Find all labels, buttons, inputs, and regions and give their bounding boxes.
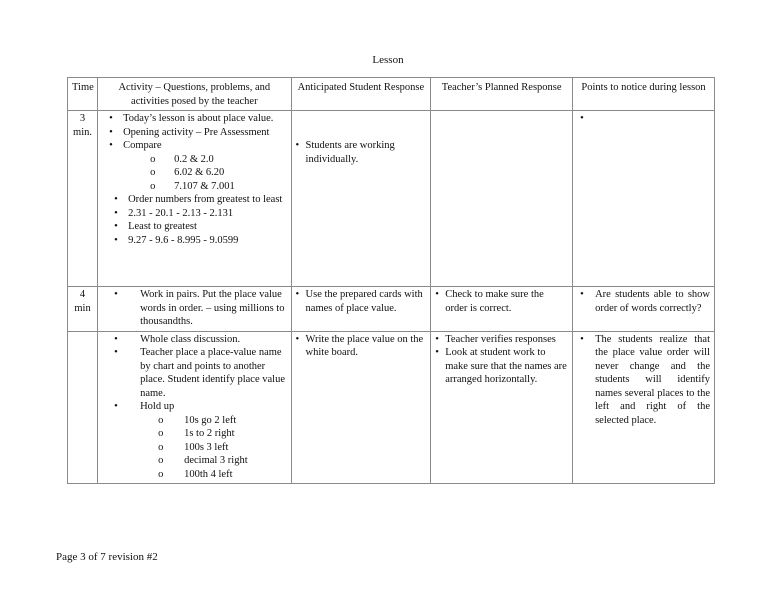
list-item: • Order numbers from greatest to least	[102, 193, 286, 207]
list-item: • The students realize that the place value order will never change and the students will identify names several places to the left and right of the selected place.	[577, 333, 710, 428]
sub-list-item: o 10s go 2 left	[102, 414, 286, 428]
teacher-planned-response-cell	[431, 287, 573, 332]
sub-list-item: o 7.107 & 7.001	[102, 180, 286, 194]
list-item: • Whole class discussion.	[102, 333, 286, 347]
list-item	[577, 112, 710, 126]
anticipated-response-cell	[291, 111, 431, 287]
header-time: Time	[68, 78, 98, 111]
list-item: • Hold up	[102, 400, 286, 414]
sub-list-item: o 1s to 2 right	[102, 427, 286, 441]
lesson-plan-table	[67, 77, 715, 484]
list-item: • Use the prepared cards with names of place value.	[296, 288, 427, 315]
points-to-notice-cell	[573, 287, 715, 332]
activity-cell	[98, 331, 291, 484]
list-item: • 2.31 - 20.1 - 2.13 - 2.131	[102, 207, 286, 221]
points-to-notice-cell	[573, 111, 715, 287]
sub-list-item: o 100th 4 left	[102, 468, 286, 482]
sub-list-item: o decimal 3 right	[102, 454, 286, 468]
activity-cell	[98, 111, 291, 287]
table-row	[68, 287, 715, 332]
list-item: • Write the place value on the white board.	[296, 333, 427, 360]
time-cell	[68, 331, 98, 484]
list-item: • Opening activity – Pre Assessment	[102, 126, 286, 140]
list-item: • Teacher place a place-value name by chart and points to another place. Student identify place value name.	[102, 346, 286, 400]
list-item: • Are students able to show order of words correctly?	[577, 288, 710, 315]
header-anticipated-response: Anticipated Student Response	[291, 78, 431, 111]
sub-list-item: o 0.2 & 2.0	[102, 153, 286, 167]
list-item: • Today’s lesson is about place value.	[102, 112, 286, 126]
header-points-to-notice: Points to notice during lesson	[573, 78, 715, 111]
document-title: Lesson	[372, 54, 404, 66]
list-item: • Work in pairs. Put the place value words in order. – using millions to thousandths.	[102, 288, 286, 329]
sub-list-item: o 6.02 & 6.20	[102, 166, 286, 180]
list-item: • Check to make sure the order is correct.	[435, 288, 568, 315]
list-item: • 9.27 - 9.6 - 8.995 - 9.0599	[102, 234, 286, 248]
list-item: • Least to greatest	[102, 220, 286, 234]
teacher-planned-response-cell	[431, 331, 573, 484]
anticipated-response-cell	[291, 331, 431, 484]
list-item: • Students are working individually.	[296, 139, 427, 166]
table-header-row	[68, 78, 715, 111]
list-item: • Teacher verifies responses	[435, 333, 568, 347]
page-footer: Page 3 of 7 revision #2	[56, 551, 158, 563]
list-item: • Compare	[102, 139, 286, 153]
time-cell: 3 min.	[68, 111, 98, 287]
table-row	[68, 111, 715, 287]
table-row	[68, 331, 715, 484]
header-activity: Activity – Questions, problems, and activities posed by the teacher	[98, 78, 291, 111]
activity-cell	[98, 287, 291, 332]
header-teacher-planned-response: Teacher’s Planned Response	[431, 78, 573, 111]
anticipated-response-cell	[291, 287, 431, 332]
teacher-planned-response-cell	[431, 111, 573, 287]
list-item: • Look at student work to make sure that the names are arranged horizontally.	[435, 346, 568, 387]
time-cell: 4 min	[68, 287, 98, 332]
sub-list-item: o 100s 3 left	[102, 441, 286, 455]
points-to-notice-cell	[573, 331, 715, 484]
